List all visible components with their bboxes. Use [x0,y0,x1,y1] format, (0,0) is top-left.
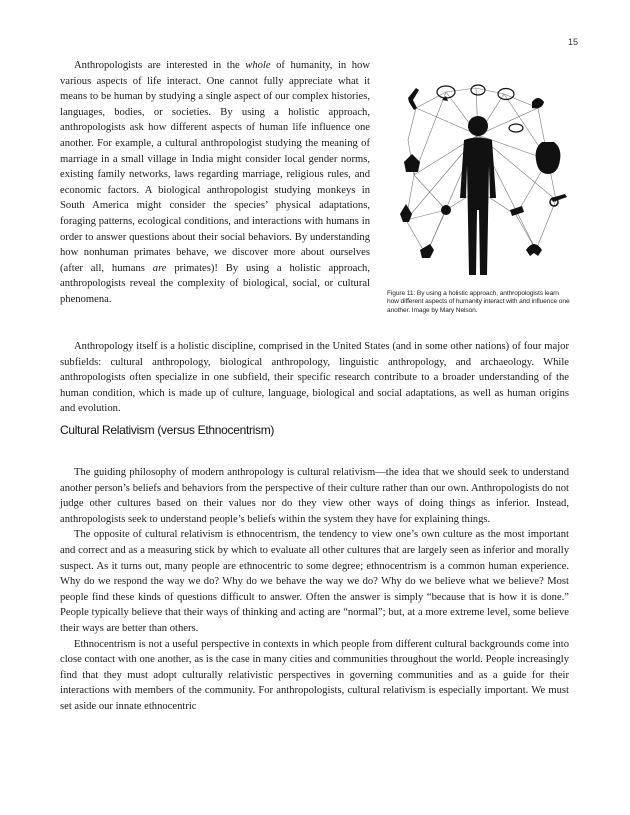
paragraph: Anthropology itself is a holistic discipline, comprised in the United States (and in some other nations) of four major subfields: cultural anthropology, biological anthropology, linguistic anthropology, and archaeology. While anthropologists often specialize in one subfield, their specific research contribute to a broader understanding of the human condition, which is made up of culture, language, biological and social adaptations, as well as human origins and evolution. [60,341,569,415]
paragraph: The opposite of cultural relativism is ethnocentrism, the tendency to view one’s own culture as the most important and correct and as a measuring stick by which to evaluate all other cultures that are largely seen as inferior and morally suspect. As it turns out, many people are ethnocentric to some degree; ethnocentrism is a common human experience. Why do we respond the way we do? Why do we behave the way we do? Why do we believe what we believe? Most people find these kinds of questions difficult to answer. Often the answer is simply “because that is how it is done.” People typically believe that their ways of thinking and acting are “normal”; but, at a more extreme level, some believe their ways are better than others. [60,529,569,634]
figure-caption: Figure 11: By using a holistic approach, anthropologists learn how different aspects of humanity interact with and influence one another. Image by Mary Nelson. [387,290,570,314]
holistic-figure [386,80,570,285]
intro-emphasis-whole: whole [245,60,271,71]
holistic-illustration [386,80,570,285]
section-heading: Cultural Relativism (versus Ethnocentrism) [60,423,275,437]
paragraph: Ethnocentrism is not a useful perspective in contexts in which people from different cultural backgrounds come into close contact with one another, as is the case in many cities and communities throughout the world. People increasingly find that they must adopt culturally relativistic perspectives in governing communities and as a guide for their interactions with members of the community. For anthropologists, cultural relativism is especially important. We must set aside our innate ethnocentric [60,638,569,712]
intro-text-part-2: of humanity, in how various aspects of life interact. One cannot fully appreciate what it means to be human by studying a single aspect of our complex histories, languages, bodies, or societies. By using a holistic approach, anthropologists ask how different aspects of human life influence one another. For example, a cultural anthropologist studying the meaning of marriage in a small village in India might consider local gender norms, existing family networks, laws regarding marriage, religious rules, and economic factors. A biological anthropologist studying monkeys in South America might consider the species’ physical adaptations, foraging patterns, ecological conditions, and interactions with humans in order to answer questions about their social behaviors. By understanding how nonhuman primates behave, we discover more about ourselves (after all, humans [60,60,370,274]
intro-paragraph [60,58,370,308]
intro-text-part-1: Anthropologists are interested in the [74,60,246,71]
paragraph: The guiding philosophy of modern anthropology is cultural relativism—the idea that we should seek to understand another person’s beliefs and behaviors from the perspective of their culture rather than our own. Anthropologists do not judge other cultures based on their values nor do they view other ways of doing things as inferior. Instead, anthropologists seek to understand people’s beliefs within the system they have for explaining things. [60,467,569,525]
page-number: 15 [567,37,578,47]
intro-emphasis-are: are [152,262,167,274]
text-block-cultural-relativism [60,465,569,715]
text-block-anthropology-discipline [60,339,569,417]
intro-text [60,58,370,308]
human-silhouette-icon [460,116,496,275]
intro-text-part-3: primates)! By using a holistic approach, anthropologists reveal the complexity of biological, social, or cultural phenomena. [60,262,370,305]
